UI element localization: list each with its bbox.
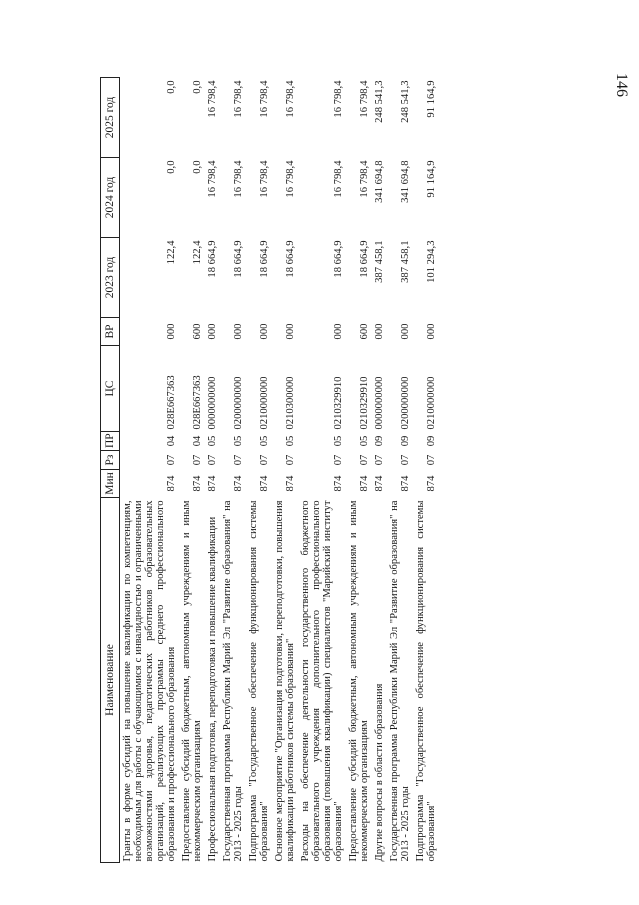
- row-min-cell: 874: [333, 475, 344, 492]
- row-2023-cell: 101 294,3: [426, 240, 437, 283]
- row-min-cell: 874: [285, 475, 296, 492]
- row-rz-cell: 07: [259, 454, 270, 466]
- page-number: 146: [613, 73, 630, 97]
- row-cs-cell: 028Е667363: [166, 375, 177, 430]
- column-header-min: Мин: [101, 470, 120, 498]
- row-cs-cell: 0210329910: [333, 376, 344, 430]
- row-min-cell: 874: [192, 475, 203, 492]
- row-rz-cell: 07: [233, 454, 244, 466]
- row-2024-cell: 0,0: [166, 160, 177, 174]
- table-row: [120, 78, 180, 863]
- row-2025-cell: 16 798,4: [207, 80, 218, 118]
- row-2025-cell: 248 541,3: [374, 80, 385, 123]
- row-pr-cell: 05: [359, 435, 370, 447]
- row-rz-cell: 07: [400, 454, 411, 466]
- row-2023-cell: 122,4: [166, 240, 177, 265]
- row-pr-cell: 05: [207, 435, 218, 447]
- row-min-cell: 874: [207, 475, 218, 492]
- row-vr-cell: 000: [207, 323, 218, 340]
- row-2025-cell: 16 798,4: [285, 80, 296, 118]
- row-vr-cell: 600: [359, 323, 370, 340]
- column-header-vr: ВР: [101, 318, 120, 346]
- row-name-cell: Государственная программа Республики Марий Эл "Развитие образования" на 2013 - 2025 годы: [222, 500, 244, 862]
- row-vr-cell: 000: [374, 323, 385, 340]
- row-cs-cell: 0200000000: [400, 376, 411, 430]
- row-rz-cell: 07: [166, 454, 177, 466]
- column-header-pr: ПР: [101, 432, 120, 451]
- row-vr-cell: 000: [426, 323, 437, 340]
- column-header-2024: 2024 год: [101, 158, 120, 238]
- row-vr-cell: 000: [166, 323, 177, 340]
- column-header-rz: Рз: [101, 451, 120, 470]
- row-min-cell: 874: [374, 475, 385, 492]
- row-rz-cell: 07: [359, 454, 370, 466]
- row-rz-cell: 07: [285, 454, 296, 466]
- row-name-cell: Подпрограмма "Государственное обеспечение функционирования системы образования": [248, 500, 270, 862]
- row-cs-cell: 0000000000: [374, 376, 385, 430]
- row-name-cell: Расходы на обеспечение деятельности государственного бюджетного образовательного учреждения дополнительного профессионального образования (повышения квалификации) специалистов "Марийский институт образования": [300, 500, 344, 862]
- row-name-cell: Подпрограмма "Государственное обеспечение функционирования системы образования": [415, 500, 437, 862]
- row-pr-cell: 09: [400, 435, 411, 447]
- row-2023-cell: 18 664,9: [207, 240, 218, 278]
- row-2024-cell: 341 694,8: [374, 160, 385, 203]
- row-pr-cell: 05: [233, 435, 244, 447]
- row-vr-cell: 600: [192, 323, 203, 340]
- row-2025-cell: 16 798,4: [233, 80, 244, 118]
- row-2023-cell: 18 664,9: [285, 240, 296, 278]
- row-cs-cell: 0210000000: [259, 376, 270, 430]
- row-2024-cell: 16 798,4: [333, 160, 344, 198]
- table-row: [179, 78, 205, 863]
- row-name-cell: Гранты в форме субсидий на повышение квалификации по компетенциям, необходимым для работы с обучающимися с инвалидностью и ограниченными возможностями здоровья, педагогических работников образовательных организаций, реализующих программы среднего профессионального образования и профессионального образования: [122, 500, 177, 862]
- row-2024-cell: 16 798,4: [233, 160, 244, 198]
- table-row: [413, 78, 439, 863]
- row-rz-cell: 07: [374, 454, 385, 466]
- row-min-cell: 874: [259, 475, 270, 492]
- row-name-cell: Основное мероприятие "Организация подготовки, переподготовки, повышения квалификации работников системы образования": [274, 500, 296, 862]
- row-2024-cell: 16 798,4: [285, 160, 296, 198]
- table-row: [372, 78, 387, 863]
- row-name-cell: Предоставление субсидий бюджетным, автономным учреждениям и иным некоммерческим организациям: [181, 500, 203, 862]
- row-cs-cell: 028Е667363: [192, 375, 203, 430]
- row-vr-cell: 000: [259, 323, 270, 340]
- row-2025-cell: 0,0: [192, 80, 203, 94]
- column-header-2023: 2023 год: [101, 238, 120, 318]
- row-2023-cell: 18 664,9: [259, 240, 270, 278]
- row-2025-cell: 16 798,4: [333, 80, 344, 118]
- row-min-cell: 874: [426, 475, 437, 492]
- row-cs-cell: 0000000000: [207, 376, 218, 430]
- row-pr-cell: 09: [374, 435, 385, 447]
- row-cs-cell: 0210300000: [285, 376, 296, 430]
- row-vr-cell: 000: [333, 323, 344, 340]
- table-row: [387, 78, 413, 863]
- row-name-cell: Предоставление субсидий бюджетным, автономным учреждениям и иным некоммерческим организациям: [348, 500, 370, 862]
- row-2024-cell: 341 694,8: [400, 160, 411, 203]
- row-2025-cell: 0,0: [166, 80, 177, 94]
- row-2025-cell: 16 798,4: [259, 80, 270, 118]
- row-rz-cell: 07: [333, 454, 344, 466]
- rotated-budget-table-container: [100, 78, 534, 863]
- table-row: [246, 78, 272, 863]
- table-row: [298, 78, 346, 863]
- row-name-cell: Профессиональная подготовка, переподготовка и повышение квалификации: [207, 516, 218, 862]
- row-vr-cell: 000: [285, 323, 296, 340]
- row-2024-cell: 91 164,9: [426, 160, 437, 198]
- row-name-cell: Государственная программа Республики Марий Эл "Развитие образования" на 2013 - 2025 годы: [389, 500, 411, 862]
- row-2023-cell: 18 664,9: [359, 240, 370, 278]
- row-2023-cell: 18 664,9: [233, 240, 244, 278]
- row-2025-cell: 91 164,9: [426, 80, 437, 118]
- row-pr-cell: 04: [192, 435, 203, 447]
- row-2023-cell: 387 458,1: [400, 240, 411, 283]
- row-pr-cell: 05: [333, 435, 344, 447]
- row-min-cell: 874: [359, 475, 370, 492]
- row-cs-cell: 0210329910: [359, 376, 370, 430]
- row-vr-cell: 000: [400, 323, 411, 340]
- row-pr-cell: 09: [426, 435, 437, 447]
- row-pr-cell: 05: [285, 435, 296, 447]
- row-min-cell: 874: [166, 475, 177, 492]
- row-vr-cell: 000: [233, 323, 244, 340]
- table-row: [205, 78, 220, 863]
- table-header-row: [101, 78, 120, 863]
- row-rz-cell: 07: [207, 454, 218, 466]
- column-header-name: Наименование: [101, 498, 120, 863]
- row-2023-cell: 122,4: [192, 240, 203, 265]
- row-min-cell: 874: [233, 475, 244, 492]
- row-rz-cell: 07: [426, 454, 437, 466]
- row-rz-cell: 07: [192, 454, 203, 466]
- row-2024-cell: 16 798,4: [359, 160, 370, 198]
- row-2023-cell: 387 458,1: [374, 240, 385, 283]
- row-2024-cell: 16 798,4: [207, 160, 218, 198]
- column-header-2025: 2025 год: [101, 78, 120, 158]
- table-row: [272, 78, 298, 863]
- column-header-cs: ЦС: [101, 346, 120, 432]
- row-2025-cell: 16 798,4: [359, 80, 370, 118]
- row-cs-cell: 0210000000: [426, 376, 437, 430]
- budget-table: [100, 77, 439, 863]
- row-pr-cell: 04: [166, 435, 177, 447]
- row-2023-cell: 18 664,9: [333, 240, 344, 278]
- table-row: [346, 78, 372, 863]
- row-name-cell: Другие вопросы в области образования: [374, 683, 385, 862]
- table-row: [220, 78, 246, 863]
- row-pr-cell: 05: [259, 435, 270, 447]
- row-cs-cell: 0200000000: [233, 376, 244, 430]
- row-2024-cell: 0,0: [192, 160, 203, 174]
- row-min-cell: 874: [400, 475, 411, 492]
- row-2025-cell: 248 541,3: [400, 80, 411, 123]
- row-2024-cell: 16 798,4: [259, 160, 270, 198]
